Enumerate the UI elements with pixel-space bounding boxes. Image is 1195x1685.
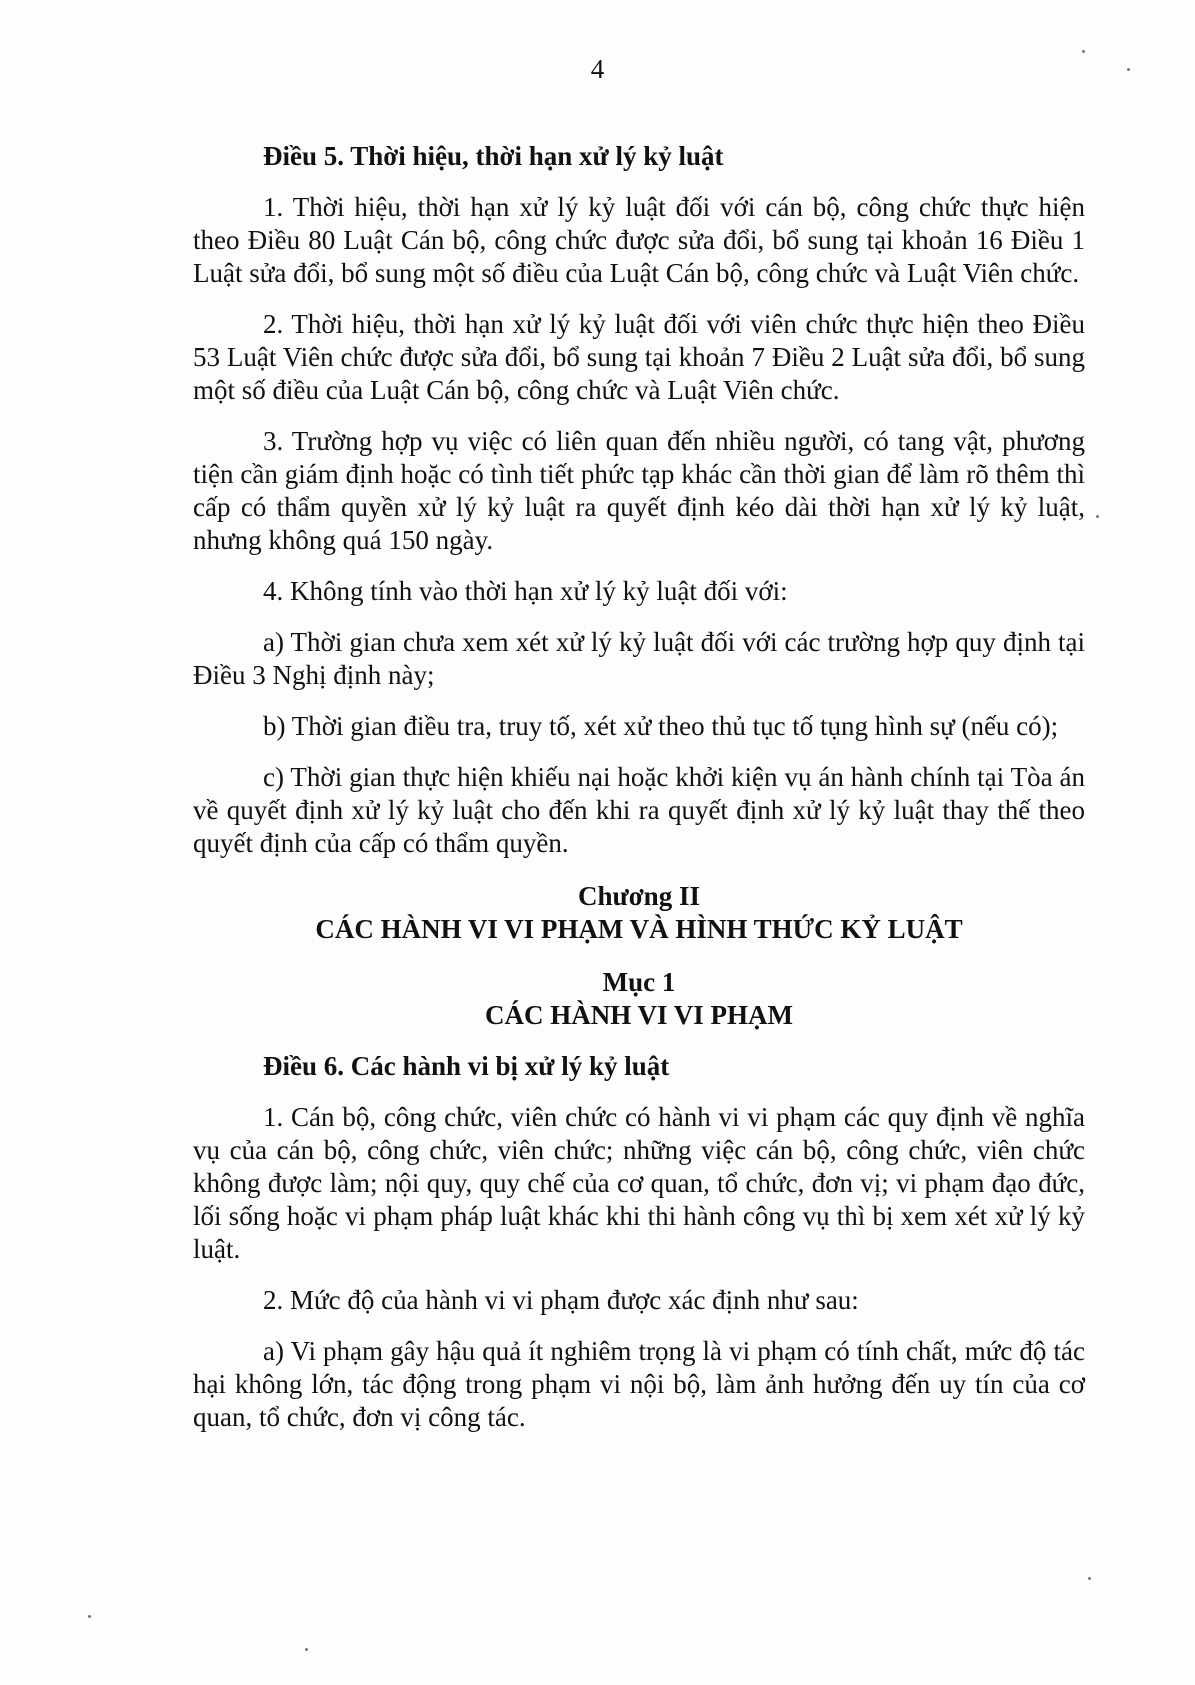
scan-speck bbox=[1088, 1577, 1091, 1580]
section-label: Mục 1 bbox=[602, 967, 676, 997]
scan-speck bbox=[1127, 68, 1130, 71]
chapter-label: Chương II bbox=[578, 881, 700, 911]
article-5-clause-2: 2. Thời hiệu, thời hạn xử lý kỷ luật đối với viên chức thực hiện theo Điều 53 Luật Viên chức được sửa đổi, bổ sung tại khoản 7 Điều 2 Luật sửa đổi, bổ sung một số điều của Luật Cán bộ, công chức và Luật Viên chức. bbox=[193, 309, 1085, 405]
article-5-clause-4b: b) Thời gian điều tra, truy tố, xét xử theo thủ tục tố tụng hình sự (nếu có); bbox=[263, 711, 1059, 741]
document-body bbox=[193, 140, 1085, 1434]
article-5-heading: Điều 5. Thời hiệu, thời hạn xử lý kỷ luật bbox=[263, 141, 724, 171]
section-title: CÁC HÀNH VI VI PHẠM bbox=[484, 1000, 793, 1030]
article-5-clause-4: 4. Không tính vào thời hạn xử lý kỷ luật đối với: bbox=[263, 576, 788, 606]
chapter-title: CÁC HÀNH VI VI PHẠM VÀ HÌNH THỨC KỶ LUẬT bbox=[315, 914, 963, 944]
article-6-clause-1: 1. Cán bộ, công chức, viên chức có hành vi vi phạm các quy định về nghĩa vụ của cán bộ, công chức, viên chức; những việc cán bộ, công chức, viên chức không được làm; nội quy, quy chế của cơ quan, tổ chức, đơn vị; vi phạm đạo đức, lối sống hoặc vi phạm pháp luật khác khi thi hành công vụ thì bị xem xét xử lý kỷ luật. bbox=[193, 1102, 1085, 1264]
article-5-clause-4a: a) Thời gian chưa xem xét xử lý kỷ luật đối với các trường hợp quy định tại Điều 3 Nghị định này; bbox=[193, 627, 1085, 690]
article-6-clause-2: 2. Mức độ của hành vi vi phạm được xác định như sau: bbox=[263, 1285, 859, 1315]
scan-speck bbox=[305, 1648, 308, 1651]
scan-speck bbox=[1096, 515, 1099, 518]
scan-speck bbox=[88, 1615, 91, 1618]
article-5-clause-1: 1. Thời hiệu, thời hạn xử lý kỷ luật đối với cán bộ, công chức thực hiện theo Điều 80 Luật Cán bộ, công chức được sửa đổi, bổ sung tại khoản 16 Điều 1 Luật sửa đổi, bổ sung một số điều của Luật Cán bộ, công chức và Luật Viên chức. bbox=[193, 192, 1085, 288]
article-6-heading: Điều 6. Các hành vi bị xử lý kỷ luật bbox=[263, 1051, 670, 1081]
article-5-clause-3: 3. Trường hợp vụ việc có liên quan đến nhiều người, có tang vật, phương tiện cần giám định hoặc có tình tiết phức tạp khác cần thời gian để làm rõ thêm thì cấp có thẩm quyền xử lý kỷ luật ra quyết định kéo dài thời hạn xử lý kỷ luật, nhưng không quá 150 ngày. bbox=[193, 426, 1085, 555]
page-number: 4 bbox=[590, 54, 605, 84]
article-6-clause-2a: a) Vi phạm gây hậu quả ít nghiêm trọng là vi phạm có tính chất, mức độ tác hại không lớn, tác động trong phạm vi nội bộ, làm ảnh hưởng đến uy tín của cơ quan, tổ chức, đơn vị công tác. bbox=[193, 1336, 1085, 1432]
scan-speck bbox=[1082, 50, 1085, 53]
article-5-clause-4c: c) Thời gian thực hiện khiếu nại hoặc khởi kiện vụ án hành chính tại Tòa án về quyết định xử lý kỷ luật cho đến khi ra quyết định xử lý kỷ luật thay thế theo quyết định của cấp có thẩm quyền. bbox=[193, 762, 1085, 858]
